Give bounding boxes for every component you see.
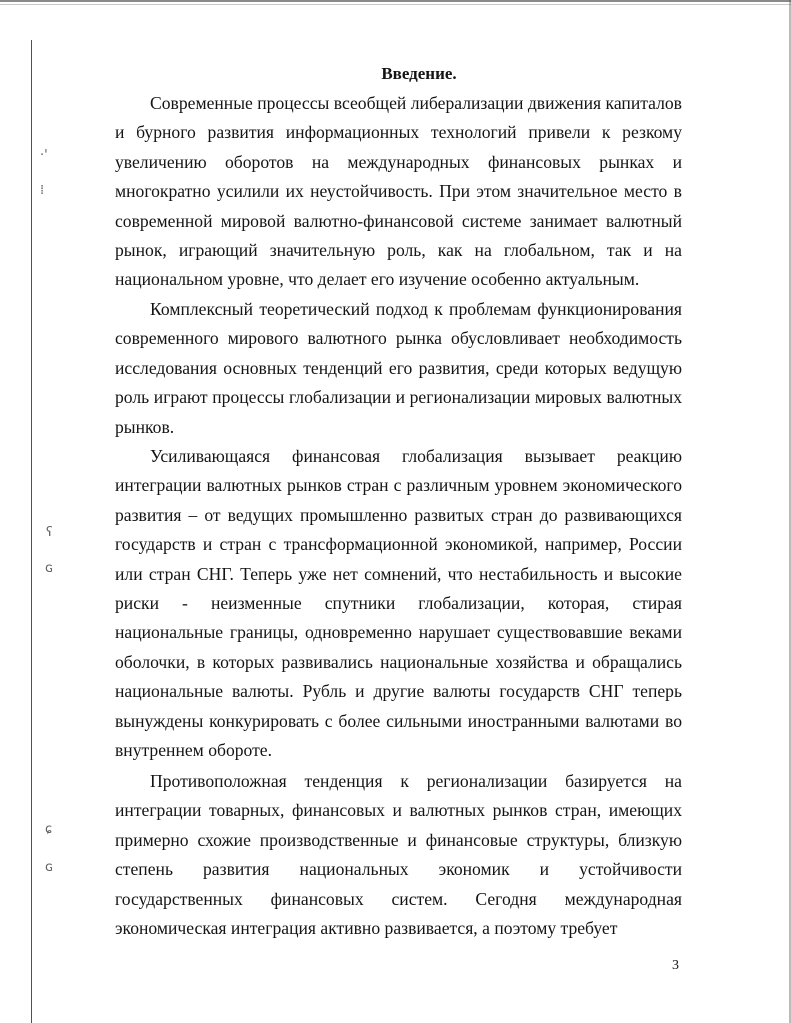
scan-artifact-mark: ⁞ xyxy=(40,183,45,198)
scan-edge-left xyxy=(31,40,32,1023)
page-number: 3 xyxy=(672,958,679,973)
scan-edge-top xyxy=(0,0,791,2)
paragraph-3 xyxy=(115,442,682,765)
scan-artifact-mark: ɢ xyxy=(45,561,54,576)
paragraph-text: Современные процессы всеобщей либерализации движения капиталов и бурного развития информационных технологий привели к резкому увеличению оборотов на международных финансовых рынках и многократно усилили их неустойчивость. При этом значительное место в современной мировой валютно-финансовой системе занимает валютный рынок, играющий значительную роль, как на глобальном, так и на национальном уровне, что делает его изучение особенно актуальным. xyxy=(115,93,682,290)
paragraph-text: Противоположная тенденция к регионализации базируется на интеграции товарных, финансовых и валютных рынков стран, имеющих примерно схожие производственные и финансовые структуры, близкую степень развития национальных экономик и устойчивости государственных финансовых систем. Сегодня международная экономическая интеграция активно развивается, а поэтому требует xyxy=(115,771,682,939)
paragraph-4 xyxy=(115,767,682,943)
scan-artifact-mark: ɕ xyxy=(45,822,53,837)
scan-artifact-mark: ʕ xyxy=(46,525,53,540)
page-title: Введение. xyxy=(381,64,457,83)
scan-artifact-mark: ɢ xyxy=(45,860,54,875)
paragraph-text: Усиливающаяся финансовая глобализация вызывает реакцию интеграции валютных рынков стран с различным уровнем экономического развития – от ведущих промышленно развитых стран до развивающихся государств и стран с трансформационной экономикой, например, России или стран СНГ. Теперь уже нет сомнений, что нестабильность и высокие риски - неизменные спутники глобализации, которая, стирая национальные границы, одновременно нарушает существовавшие веками оболочки, в которых развивались национальные хозяйства и обращались национальные валюты. Рубль и другие валюты государств СНГ теперь вынуждены конкурировать с более сильными иностранными валютами во внутреннем обороте. xyxy=(115,446,682,761)
paragraph-text: Комплексный теоретический подход к проблемам функционирования современного мирового валютного рынка обусловливает необходимость исследования основных тенденций его развития, среди которых ведущую роль играют процессы глобализации и регионализации мировых валютных рынков. xyxy=(115,299,682,437)
paragraph-2 xyxy=(115,295,682,442)
scan-edge-top-secondary xyxy=(0,4,791,5)
scan-artifact-mark: ·ꞌ xyxy=(40,148,48,163)
paragraph-1 xyxy=(115,89,682,295)
